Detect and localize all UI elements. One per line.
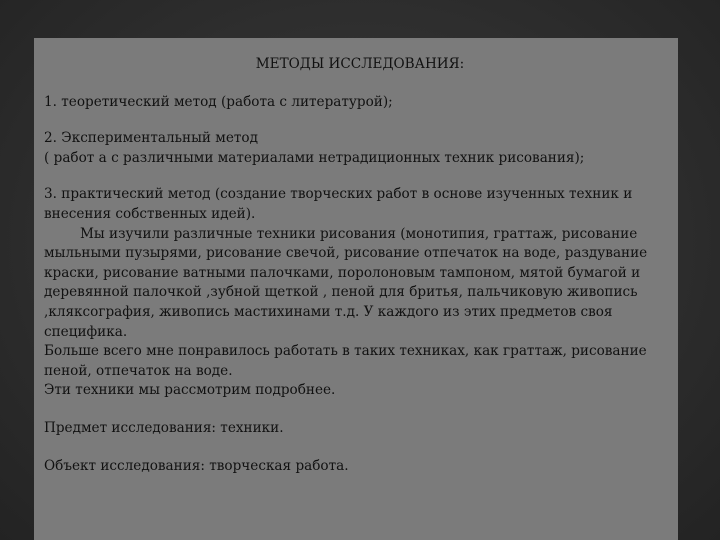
- spacer: [44, 168, 676, 185]
- research-object: Объект исследования: творческая работа.: [44, 457, 349, 474]
- body-paragraph: Мы изучили различные техники рисования (монотипия, граттаж, рисование мыльными пузырями, рисование свечой, рисование отпечаток на воде, раздувание краски, рисование ватными палочками, поролоновым тампоном, мятой бумагой и деревянной палочкой ,зубной щеткой , пеной для бритья, пальчиковую живопись ,кляксография, живопись мастихинами т.д. У каждого из этих предметов своя специфика.: [44, 225, 648, 340]
- method-2: 2. Экспериментальный метод: [44, 130, 258, 147]
- spacer: [44, 401, 676, 419]
- spacer: [44, 439, 676, 457]
- method-3: 3. практический метод (создание творческих работ в основе изученных техник и внесения собственных идей).: [44, 186, 633, 222]
- slide-title: МЕТОДЫ ИССЛЕДОВАНИЯ:: [255, 56, 465, 72]
- method-1: 1. теоретический метод (работа с литературой);: [44, 93, 393, 110]
- method-2-detail: ( работ а с различными материалами нетрадиционных техник рисования);: [44, 149, 585, 166]
- detail-note: Эти техники мы рассмотрим подробнее.: [44, 382, 336, 399]
- research-subject: Предмет исследования: техники.: [44, 419, 284, 436]
- favorite-techniques: Больше всего мне понравилось работать в таких техниках, как граттаж, рисование пеной, отпечаток на воде.: [44, 343, 647, 379]
- spacer: [44, 112, 676, 129]
- slide-text: [44, 55, 676, 476]
